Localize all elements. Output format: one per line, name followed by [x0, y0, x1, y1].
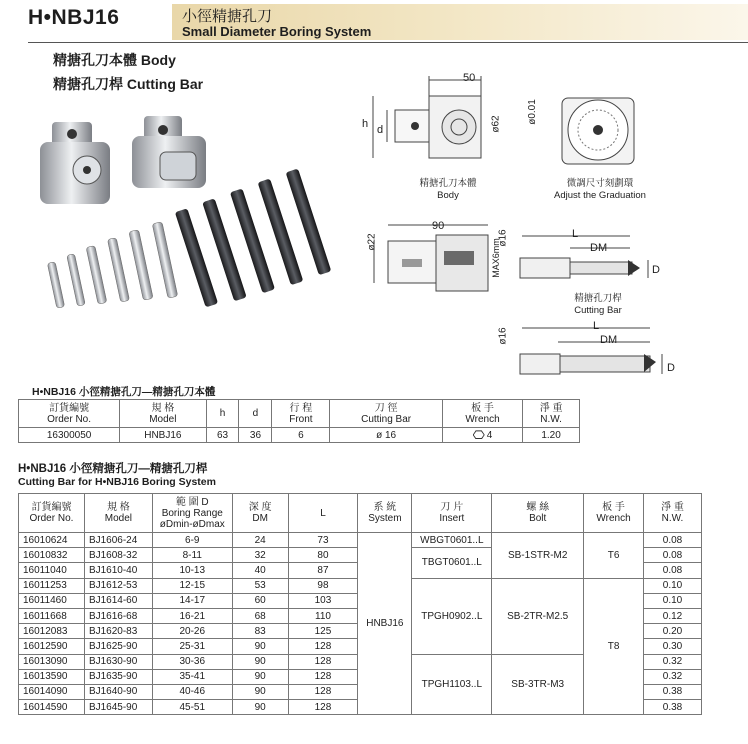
cutting-bar-drawing-2: [510, 322, 670, 384]
col-cutting-bar: 刀 徑 Cutting Bar: [330, 400, 442, 428]
table-row: 16011040 BJ1610-40 10-13 40 87 0.08: [19, 563, 702, 578]
header-title-en: Small Diameter Boring System: [182, 24, 372, 39]
dim-50: 50: [463, 72, 476, 84]
table-row: 16013090 BJ1630-90 30-36 90 128 TPGH1103..L SB-3TR-M3 0.32: [19, 654, 702, 669]
hex-wrench-icon: [473, 430, 485, 439]
dim-max: MAX6mm: [490, 238, 501, 278]
dim-001: ø0.01: [526, 99, 538, 125]
table2-title-cn: H•NBJ16 小徑精搪孔刀—精搪孔刀桿: [18, 463, 208, 475]
adjust-caption: 微調尺寸刻劃環 Adjust the Graduation: [554, 178, 646, 201]
dim-D-a: D: [652, 264, 660, 276]
bar-title: 精搪孔刀桿 Cutting Bar: [53, 76, 204, 92]
table-header-row: [19, 400, 580, 428]
dim-d: d: [377, 124, 384, 136]
table-row: 16011668 BJ1616-68 16-21 68 110 0.12: [19, 608, 702, 623]
col-nw: 淨 重 N.W.: [523, 400, 580, 428]
cutting-bar-drawing-1: [510, 230, 660, 292]
body-title: 精搪孔刀本體 Body: [53, 52, 176, 68]
bar-caption: 精搪孔刀桿 Cutting Bar: [574, 293, 622, 316]
large-cutting-bars: [175, 168, 332, 307]
dim-L-a: L: [572, 228, 579, 240]
table-row: 16011460 BJ1614-60 14-17 60 103 0.10: [19, 593, 702, 608]
table-row: 16014090 BJ1640-90 40-46 90 128 0.38: [19, 684, 702, 699]
dim-L-b: L: [593, 320, 600, 332]
dim-16-b: ø16: [497, 327, 509, 345]
table1-title: H•NBJ16 小徑精搪孔刀—精搪孔刀本體: [32, 386, 216, 398]
body-drawing: [355, 70, 490, 185]
table-row: 16014590 BJ1645-90 45-51 90 128 0.38: [19, 700, 702, 715]
table-row: 16300050 HNBJ16 63 36 6 ø 16 4 1.20: [19, 428, 580, 443]
header-title-cn: 小徑精搪孔刀: [182, 8, 273, 25]
holder-drawing: [362, 215, 497, 310]
col-wrench: 板 手 Wrench: [442, 400, 522, 428]
col-model: 規 格 Model: [120, 400, 206, 428]
col-h: h: [206, 400, 239, 428]
product-code: H•NBJ16: [28, 6, 120, 29]
header-rule: [28, 42, 748, 43]
table-row: 16012590 BJ1625-90 25-31 90 128 0.30: [19, 639, 702, 654]
body-caption: 精搪孔刀本體 Body: [419, 178, 477, 201]
dim-22: ø22: [366, 233, 378, 251]
small-cutting-bars: [47, 222, 177, 309]
dim-D-b: D: [667, 362, 675, 374]
table-row: 16011253 BJ1612-53 12-15 53 98 TPGH0902..L SB-2TR-M2.5 T8 0.10: [19, 578, 702, 593]
table-row: 16010624 BJ1606-24 6-9 24 73 HNBJ16 WBGT0601..L SB-1STR-M2 T6 0.08: [19, 533, 702, 548]
table2-title-en: Cutting Bar for H•NBJ16 Boring System: [18, 476, 216, 488]
dim-62: ø62: [490, 115, 502, 133]
dim-16-a: ø16: [497, 229, 509, 247]
body-spec-table: [18, 399, 580, 443]
dim-DM-b: DM: [600, 334, 618, 346]
dim-90: 90: [432, 220, 445, 232]
col-d: d: [239, 400, 272, 428]
product-photo: [32, 112, 352, 330]
boring-head-left: [40, 122, 110, 204]
table-header-row: 訂貨編號 Order No. 規 格 Model 範 圍 D Boring Range øDmin-øDmax 深 度 DM L 系 統 System 刀 片 Insert 螺 絲 Bolt 板 手 Wrench 淨 重 N.W.: [19, 494, 702, 533]
col-front: 行 程 Front: [272, 400, 330, 428]
dim-DM-a: DM: [590, 242, 608, 254]
adjust-dial-drawing: [560, 92, 640, 172]
table-row: 16013590 BJ1635-90 35-41 90 128 0.32: [19, 669, 702, 684]
boring-head-right: [132, 116, 206, 188]
dim-h: h: [362, 118, 369, 130]
table-row: 16012083 BJ1620-83 20-26 83 125 0.20: [19, 624, 702, 639]
table-row: 16010832 BJ1608-32 8-11 32 80 TBGT0601..L 0.08: [19, 548, 702, 563]
cutting-bar-table: [18, 493, 702, 715]
system-cell: HNBJ16: [358, 533, 412, 715]
col-order-no: 訂貨編號 Order No.: [19, 400, 120, 428]
